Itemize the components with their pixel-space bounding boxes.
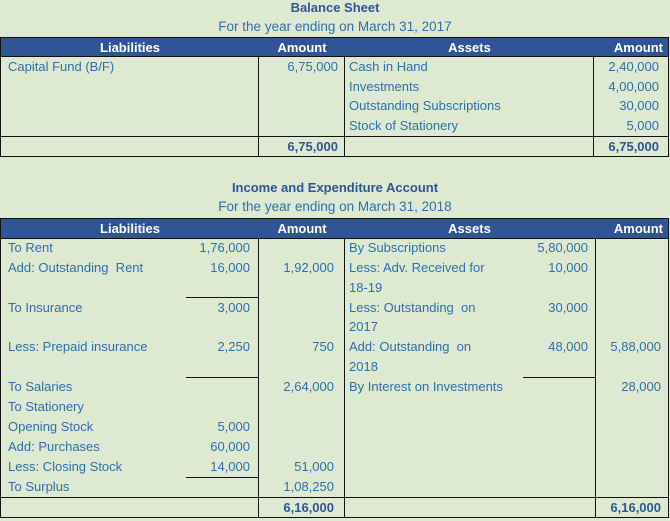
ie-left-label: Less: Closing Stock <box>8 459 123 474</box>
ie-subtitle: For the year ending on March 31, 2018 <box>218 199 452 214</box>
ie-left-label: Add: Outstanding Rent <box>8 260 144 275</box>
divider <box>668 239 669 518</box>
ie-left-amount: 750 <box>312 339 334 354</box>
ie-left-sub: 60,000 <box>210 439 250 454</box>
divider <box>344 57 345 157</box>
ie-left-sub: 1,76,000 <box>199 240 250 255</box>
ie-right-label: Less: Adv. Received for <box>349 260 485 275</box>
bs-liability-label: Capital Fund (B/F) <box>8 59 115 74</box>
divider <box>0 517 669 518</box>
ie-left-label: To Surplus <box>8 479 70 494</box>
ie-left-amount: 2,64,000 <box>283 379 334 394</box>
ie-left-label: Less: Prepaid insurance <box>8 339 148 354</box>
bs-asset-amount: 2,40,000 <box>608 59 659 74</box>
divider <box>668 57 669 157</box>
ie-right-label: 2017 <box>349 319 378 334</box>
header-liabilities: Liabilities <box>100 39 160 55</box>
subtotal-underline <box>186 377 258 378</box>
ie-total-right: 6,16,000 <box>610 500 661 515</box>
bs-asset-amount: 30,000 <box>619 98 659 113</box>
ie-left-label: To Insurance <box>8 300 83 315</box>
ie-right-sub: 30,000 <box>548 300 588 315</box>
bs-asset-label: Outstanding Subscriptions <box>349 98 501 113</box>
ie-right-label: By Subscriptions <box>349 240 446 255</box>
subtotal-underline <box>523 377 595 378</box>
bs-asset-amount: 5,000 <box>626 118 659 133</box>
ie-left-label: To Rent <box>8 240 53 255</box>
bs-asset-label: Cash in Hand <box>349 59 428 74</box>
ie-right-label: 2018 <box>349 359 378 374</box>
ie-right-sub: 48,000 <box>548 339 588 354</box>
divider <box>0 497 669 498</box>
ie-left-label: To Stationery <box>8 399 84 414</box>
ie-right-sub: 5,80,000 <box>537 240 588 255</box>
ie-left-amount: 51,000 <box>294 459 334 474</box>
ie-header <box>0 218 669 239</box>
ie-right-label: Add: Outstanding on <box>349 339 472 354</box>
ie-right-label: By Interest on Investments <box>349 379 503 394</box>
subtotal-underline <box>186 477 258 478</box>
ie-right-amount: 28,000 <box>621 379 661 394</box>
divider <box>0 239 1 518</box>
ie-left-sub: 3,000 <box>217 300 250 315</box>
header-assets: Assets <box>448 221 491 236</box>
header-liabilities: Liabilities <box>100 221 160 236</box>
ie-left-amount: 1,92,000 <box>283 260 334 275</box>
header-assets: Assets <box>448 39 491 55</box>
ie-left-sub: 5,000 <box>217 419 250 434</box>
ie-left-sub: 14,000 <box>210 459 250 474</box>
balance-sheet-header <box>0 37 669 57</box>
ie-left-label: Add: Purchases <box>8 439 100 454</box>
bs-asset-label: Stock of Stationery <box>349 118 459 133</box>
header-amount-right: Amount <box>613 221 663 236</box>
balance-sheet-title: Balance Sheet <box>290 0 380 15</box>
header-amount-left: Amount <box>277 39 327 55</box>
header-amount-right: Amount <box>613 39 663 55</box>
divider <box>0 57 1 157</box>
bs-total-left: 6,75,000 <box>287 139 338 154</box>
ie-total-left: 6,16,000 <box>283 500 334 515</box>
ie-right-label: Less: Outstanding on <box>349 300 476 315</box>
balance-sheet-subtitle: For the year ending on March 31, 2017 <box>218 19 452 34</box>
bs-liability-amount: 6,75,000 <box>287 59 338 74</box>
ie-left-label: Opening Stock <box>8 419 94 434</box>
bs-total-right: 6,75,000 <box>608 139 659 154</box>
ie-left-sub: 2,250 <box>217 339 250 354</box>
bs-asset-label: Investments <box>349 79 420 94</box>
ie-left-amount: 1,08,250 <box>283 479 334 494</box>
ie-left-sub: 16,000 <box>210 260 250 275</box>
ie-right-label: 18-19 <box>349 280 383 295</box>
ie-title: Income and Expenditure Account <box>231 180 439 195</box>
ie-left-label: To Salaries <box>8 379 73 394</box>
header-amount-left: Amount <box>277 221 327 236</box>
ie-right-sub: 10,000 <box>548 260 588 275</box>
divider <box>344 239 345 518</box>
bs-asset-amount: 4,00,000 <box>608 79 659 94</box>
ie-right-amount: 5,88,000 <box>610 339 661 354</box>
